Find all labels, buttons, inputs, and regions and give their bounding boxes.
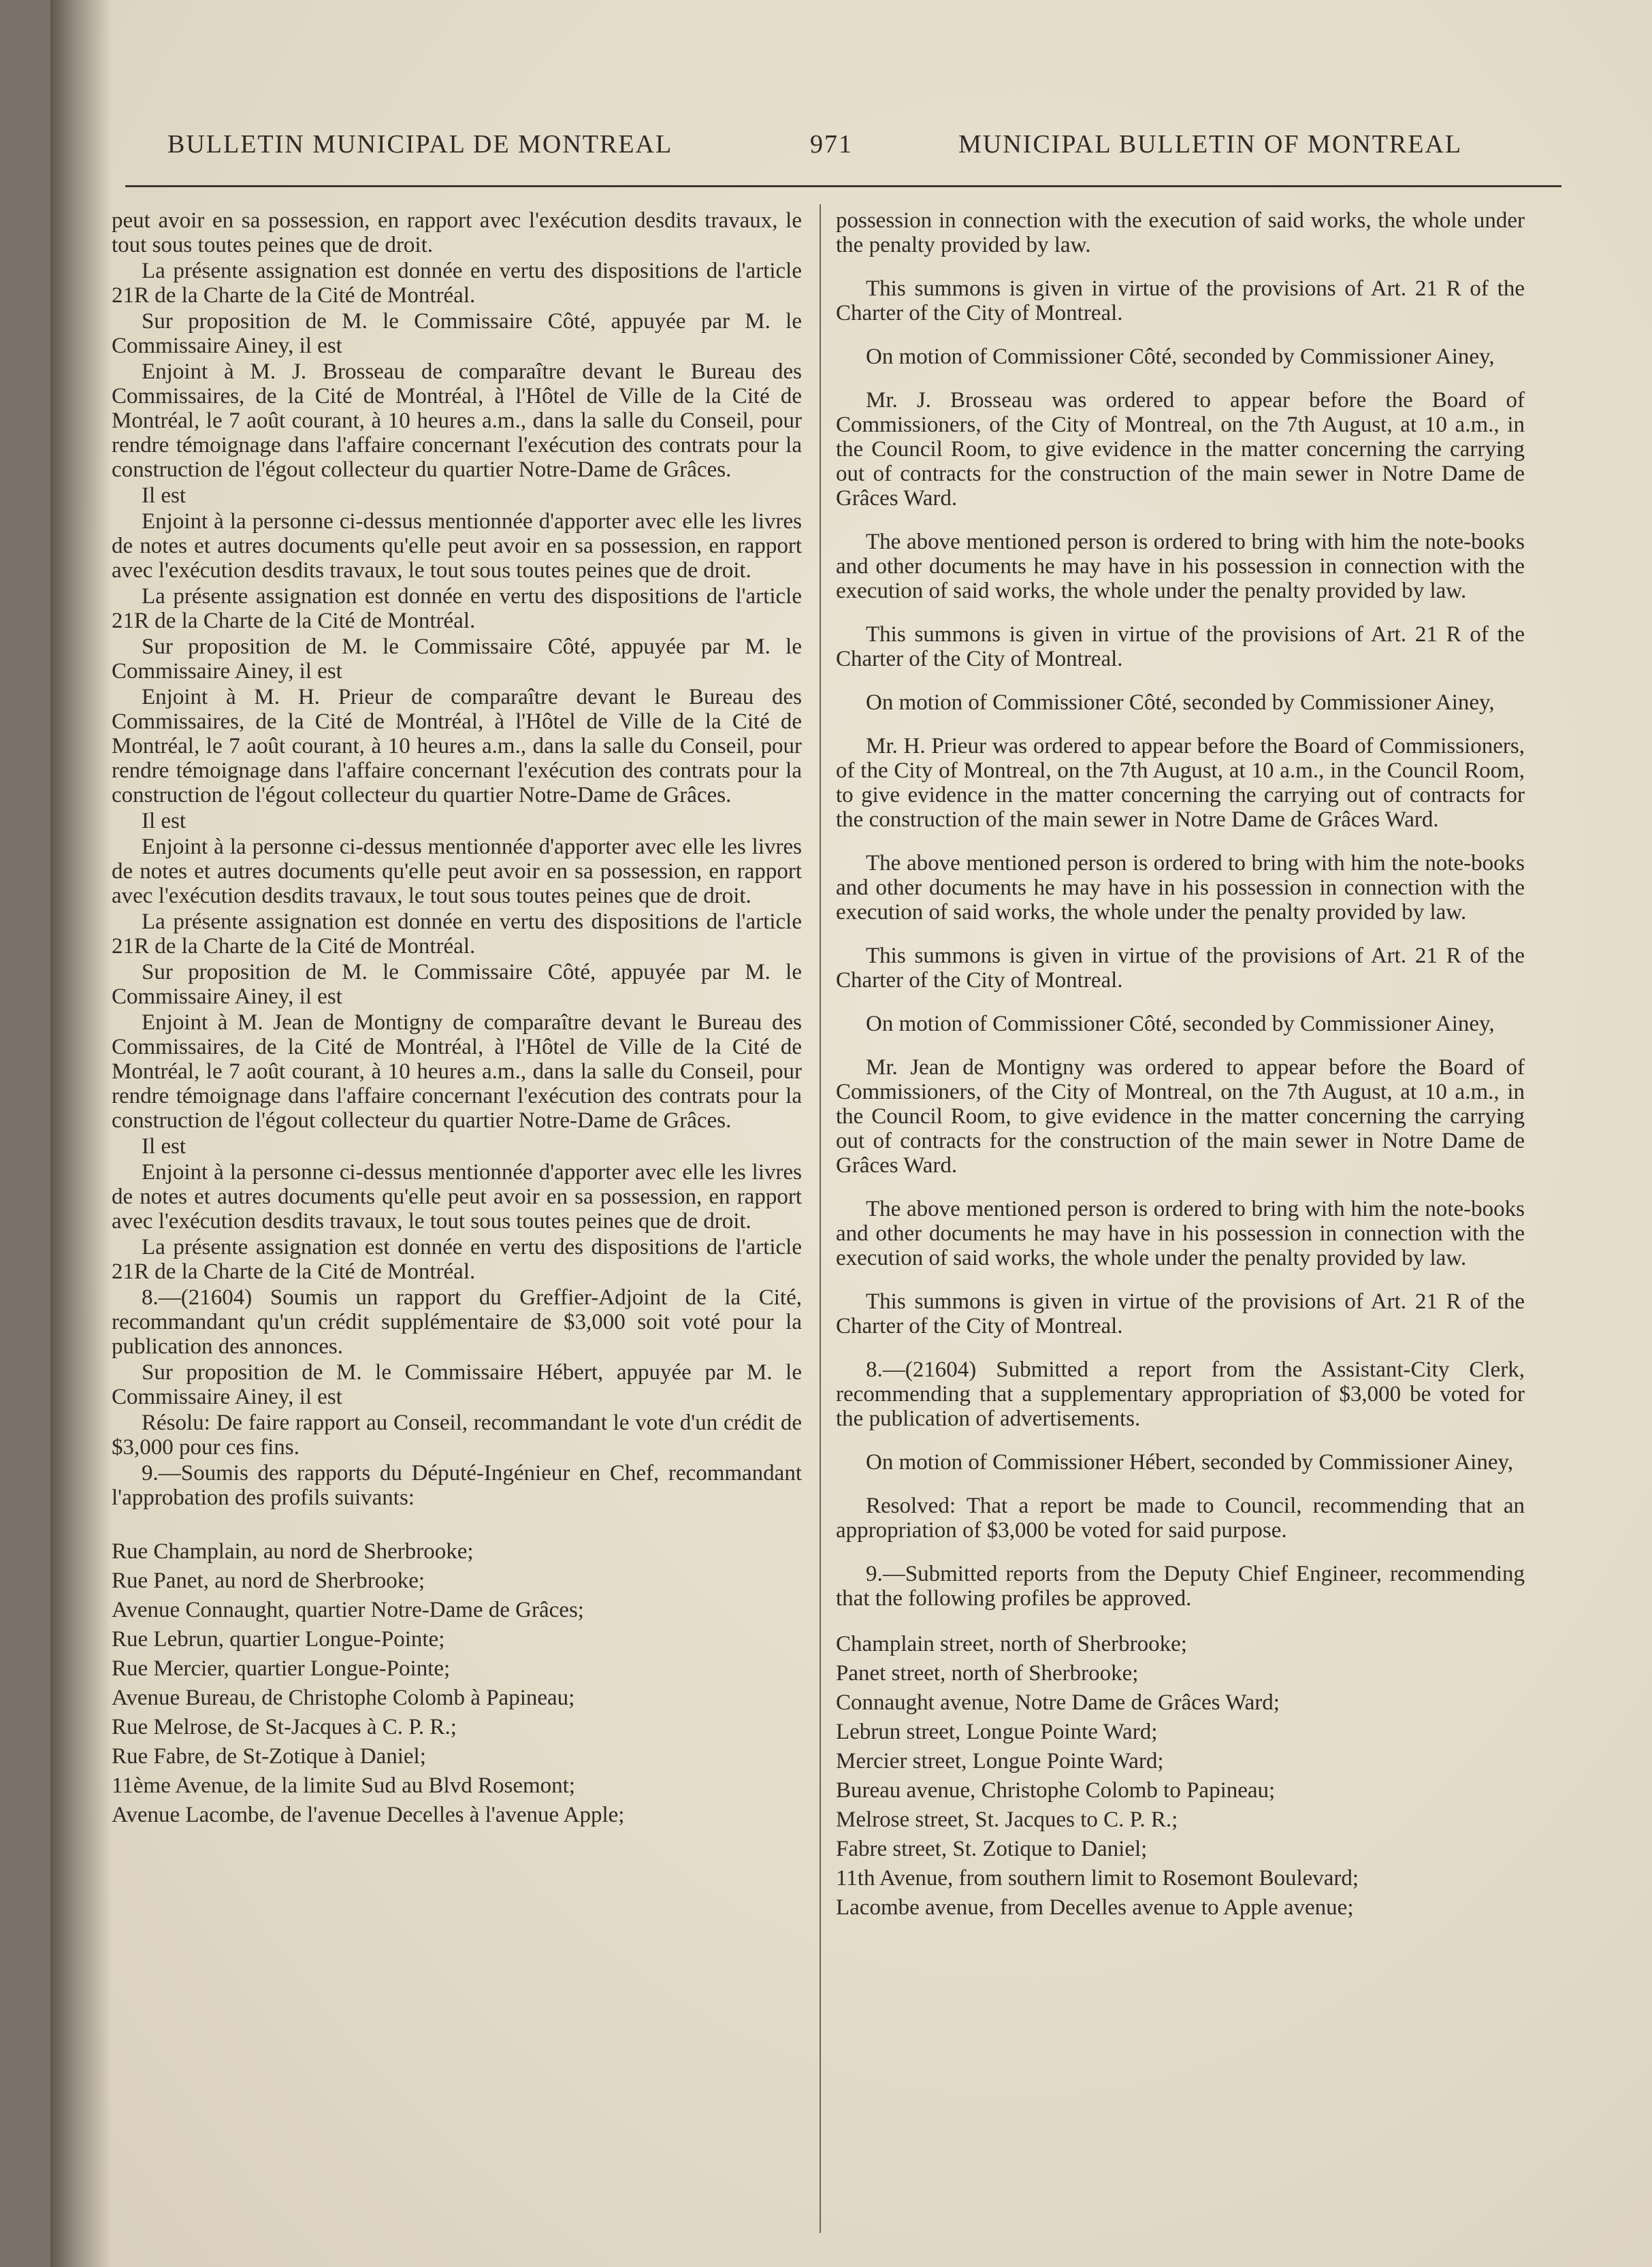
list-item: Fabre street, St. Zotique to Daniel; bbox=[836, 1837, 1148, 1861]
paragraph: 9.—Soumis des rapports du Député-Ingénieur en Chef, recommandant l'approbation des profils suivants: bbox=[112, 1461, 802, 1510]
paragraph: Enjoint à M. H. Prieur de comparaître devant le Bureau des Commissaires, de la Cité de Montréal, à l'Hôtel de Ville de la Cité de Montréal, le 7 août courant, à 10 heures a.m., dans la salle du Conseil, pour rendre témoignage dans l'affaire concernant l'exécution des contrats pour la construction de l'égout collecteur du quartier Notre-Dame de Grâces. bbox=[112, 685, 802, 807]
list-item: Rue Fabre, de St-Zotique à Daniel; bbox=[112, 1744, 426, 1769]
paragraph: Mr. H. Prieur was ordered to appear before the Board of Commissioners, of the City of Montreal, on the 7th August, at 10 a.m., in the Council Room, to give evidence in the matter concerning the carrying out of contracts for the construction of the main sewer in Notre Dame de Grâces Ward. bbox=[836, 734, 1525, 832]
paragraph: On motion of Commissioner Côté, seconded by Commissioner Ainey, bbox=[866, 344, 1495, 369]
list-item: 11th Avenue, from southern limit to Rosemont Boulevard; bbox=[836, 1866, 1359, 1891]
paragraph: Mr. J. Brosseau was ordered to appear before the Board of Commissioners, of the City of Montreal, on the 7th August, at 10 a.m., in the Council Room, to give evidence in the matter concerning the carrying out of contracts for the construction of the main sewer in Notre Dame de Grâces Ward. bbox=[836, 388, 1525, 511]
paragraph: 9.—Submitted reports from the Deputy Chief Engineer, recommending that the following profiles be approved. bbox=[836, 1562, 1525, 1611]
paragraph: The above mentioned person is ordered to bring with him the note-books and other documents he may have in his possession in connection with the execution of said works, the whole under the penalty provided by law. bbox=[836, 530, 1525, 603]
page-header bbox=[50, 129, 1652, 170]
profiles-list-french bbox=[112, 1537, 802, 1830]
paragraph: This summons is given in virtue of the provisions of Art. 21 R of the Charter of the City of Montreal. bbox=[836, 944, 1525, 993]
list-item: Rue Champlain, au nord de Sherbrooke; bbox=[112, 1539, 474, 1564]
list-item: Rue Panet, au nord de Sherbrooke; bbox=[112, 1569, 425, 1593]
list-item: Rue Mercier, quartier Longue-Pointe; bbox=[112, 1656, 451, 1681]
paragraph: Sur proposition de M. le Commissaire Côté, appuyée par M. le Commissaire Ainey, il est bbox=[112, 634, 802, 684]
paragraph: 8.—(21604) Submitted a report from the Assistant-City Clerk, recommending that a supplementary appropriation of $3,000 be voted for the publication of advertisements. bbox=[836, 1357, 1525, 1431]
paragraph: Enjoint à la personne ci-dessus mentionnée d'apporter avec elle les livres de notes et autres documents qu'elle peut avoir en sa possession, en rapport avec l'exécution desdits travaux, le tout sous toutes peines que de droit. bbox=[112, 509, 802, 583]
paragraph: possession in connection with the execution of said works, the whole under the penalty provided by law. bbox=[836, 208, 1525, 257]
list-item: Rue Lebrun, quartier Longue-Pointe; bbox=[112, 1627, 445, 1652]
page-number: 971 bbox=[810, 130, 853, 159]
header-title-french: BULLETIN MUNICIPAL DE MONTREAL bbox=[167, 130, 673, 159]
list-item: Champlain street, north of Sherbrooke; bbox=[836, 1632, 1187, 1656]
paragraph: Sur proposition de M. le Commissaire Côté, appuyée par M. le Commissaire Ainey, il est bbox=[112, 309, 802, 358]
list-item: 11ème Avenue, de la limite Sud au Blvd Rosemont; bbox=[112, 1773, 575, 1798]
list-item: Avenue Connaught, quartier Notre-Dame de Grâces; bbox=[112, 1598, 584, 1622]
paragraph: Il est bbox=[142, 1134, 187, 1159]
paragraph: The above mentioned person is ordered to bring with him the note-books and other documents he may have in his possession in connection with the execution of said works, the whole under the penalty provided by law. bbox=[836, 1197, 1525, 1270]
document-page bbox=[50, 0, 1652, 2267]
list-item: Rue Melrose, de St-Jacques à C. P. R.; bbox=[112, 1715, 457, 1739]
paragraph: On motion of Commissioner Côté, seconded by Commissioner Ainey, bbox=[866, 690, 1495, 715]
paragraph: Enjoint à la personne ci-dessus mentionnée d'apporter avec elle les livres de notes et autres documents qu'elle peut avoir en sa possession, en rapport avec l'exécution desdits travaux, le tout sous toutes peines que de droit. bbox=[112, 835, 802, 908]
paragraph: Sur proposition de M. le Commissaire Côté, appuyée par M. le Commissaire Ainey, il est bbox=[112, 960, 802, 1009]
paragraph: Enjoint à M. Jean de Montigny de comparaître devant le Bureau des Commissaires, de la Cité de Montréal, à l'Hôtel de Ville de la Cité de Montréal, le 7 août courant, à 10 heures a.m., dans la salle du Conseil, pour rendre témoignage dans l'affaire concernant l'exécution des contrats pour la construction de l'égout collecteur du quartier Notre-Dame de Grâces. bbox=[112, 1010, 802, 1133]
list-item: Mercier street, Longue Pointe Ward; bbox=[836, 1749, 1164, 1773]
paragraph: Il est bbox=[142, 809, 187, 833]
english-column bbox=[836, 208, 1525, 1923]
header-rule bbox=[125, 185, 1561, 187]
list-item: Melrose street, St. Jacques to C. P. R.; bbox=[836, 1807, 1178, 1832]
paragraph: Resolved: That a report be made to Council, recommending that an appropriation of $3,000 be voted for said purpose. bbox=[836, 1494, 1525, 1543]
paragraph: Il est bbox=[142, 483, 187, 508]
list-item: Avenue Lacombe, de l'avenue Decelles à l'avenue Apple; bbox=[112, 1803, 625, 1827]
paragraph: This summons is given in virtue of the provisions of Art. 21 R of the Charter of the City of Montreal. bbox=[836, 276, 1525, 325]
paragraph: La présente assignation est donnée en vertu des dispositions de l'article 21R de la Charte de la Cité de Montréal. bbox=[112, 1235, 802, 1284]
list-item: Panet street, north of Sherbrooke; bbox=[836, 1661, 1139, 1686]
paragraph: Enjoint à M. J. Brosseau de comparaître devant le Bureau des Commissaires, de la Cité de Montréal, à l'Hôtel de Ville de la Cité de Montréal, le 7 août courant, à 10 heures a.m., dans la salle du Conseil, pour rendre témoignage dans l'affaire concernant l'exécution des contrats pour la construction de l'égout collecteur du quartier Notre-Dame de Grâces. bbox=[112, 359, 802, 482]
paragraph: On motion of Commissioner Hébert, seconded by Commissioner Ainey, bbox=[866, 1450, 1514, 1475]
paragraph: This summons is given in virtue of the provisions of Art. 21 R of the Charter of the City of Montreal. bbox=[836, 1289, 1525, 1338]
paragraph: Résolu: De faire rapport au Conseil, recommandant le vote d'un crédit de $3,000 pour ces fins. bbox=[112, 1411, 802, 1460]
paragraph: Sur proposition de M. le Commissaire Hébert, appuyée par M. le Commissaire Ainey, il est bbox=[112, 1360, 802, 1409]
paragraph: 8.—(21604) Soumis un rapport du Greffier-Adjoint de la Cité, recommandant qu'un crédit supplémentaire de $3,000 soit voté pour la publication des annonces. bbox=[112, 1285, 802, 1359]
paragraph: Enjoint à la personne ci-dessus mentionnée d'apporter avec elle les livres de notes et autres documents qu'elle peut avoir en sa possession, en rapport avec l'exécution desdits travaux, le tout sous toutes peines que de droit. bbox=[112, 1160, 802, 1234]
paragraph: On motion of Commissioner Côté, seconded by Commissioner Ainey, bbox=[866, 1012, 1495, 1036]
french-column bbox=[112, 208, 802, 1830]
list-item: Lebrun street, Longue Pointe Ward; bbox=[836, 1720, 1158, 1744]
paragraph: peut avoir en sa possession, en rapport avec l'exécution desdits travaux, le tout sous toutes peines que de droit. bbox=[112, 208, 802, 257]
header-title-english: MUNICIPAL BULLETIN OF MONTREAL bbox=[958, 130, 1463, 159]
paragraph: Mr. Jean de Montigny was ordered to appear before the Board of Commissioners, of the City of Montreal, on the 7th August, at 10 a.m., in the Council Room, to give evidence in the matter concerning the carrying out of contracts for the construction of the main sewer in Notre Dame de Grâces Ward. bbox=[836, 1055, 1525, 1178]
paragraph: La présente assignation est donnée en vertu des dispositions de l'article 21R de la Charte de la Cité de Montréal. bbox=[112, 910, 802, 959]
binding-shadow bbox=[50, 0, 112, 2267]
paragraph: The above mentioned person is ordered to bring with him the note-books and other documents he may have in his possession in connection with the execution of said works, the whole under the penalty provided by law. bbox=[836, 851, 1525, 925]
list-item: Avenue Bureau, de Christophe Colomb à Papineau; bbox=[112, 1686, 575, 1710]
paragraph: La présente assignation est donnée en vertu des dispositions de l'article 21R de la Charte de la Cité de Montréal. bbox=[112, 584, 802, 633]
list-item: Connaught avenue, Notre Dame de Grâces Ward; bbox=[836, 1690, 1280, 1715]
column-divider bbox=[820, 204, 821, 2233]
profiles-list-english bbox=[836, 1630, 1525, 1923]
paragraph: This summons is given in virtue of the provisions of Art. 21 R of the Charter of the City of Montreal. bbox=[836, 622, 1525, 671]
list-item: Lacombe avenue, from Decelles avenue to Apple avenue; bbox=[836, 1895, 1354, 1920]
paragraph: La présente assignation est donnée en vertu des dispositions de l'article 21R de la Charte de la Cité de Montréal. bbox=[112, 259, 802, 308]
list-item: Bureau avenue, Christophe Colomb to Papineau; bbox=[836, 1778, 1276, 1803]
